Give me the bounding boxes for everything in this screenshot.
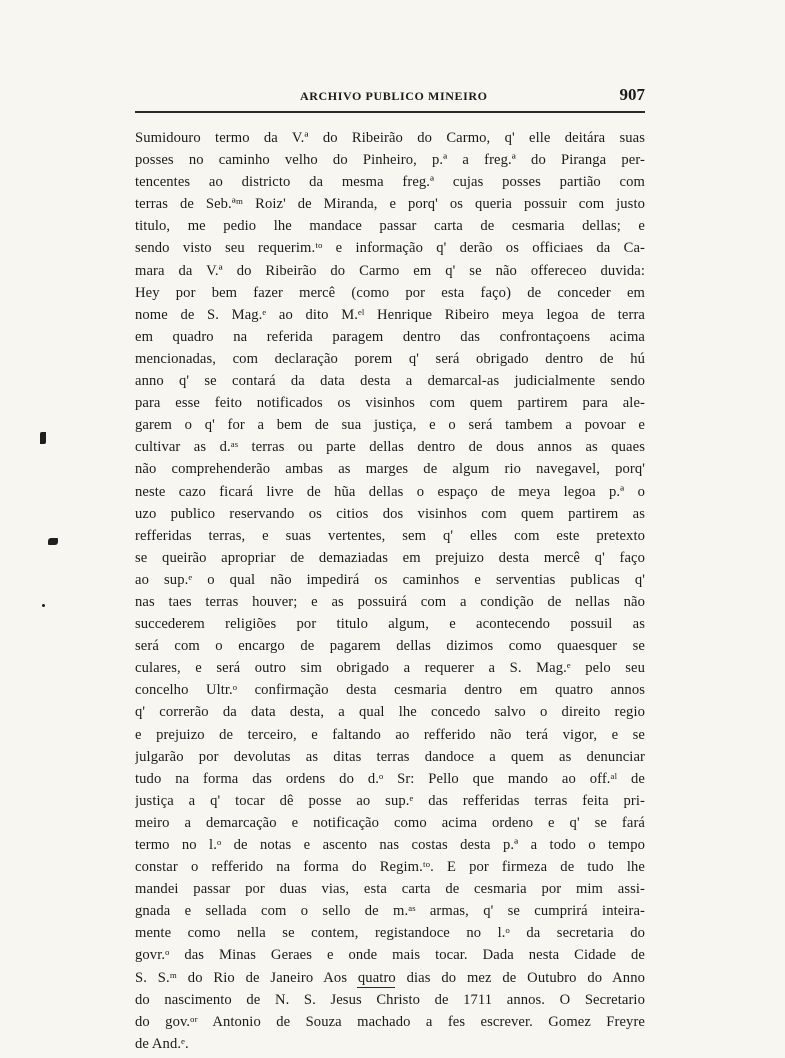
text-line: será com o encargo de pagarem dellas dizimos como quaesquer se (135, 638, 645, 655)
text-line: anno q' se contará da data desta a demarcal-as judicialmente sendo (135, 373, 645, 390)
text-line: mara da V.ª do Ribeirão do Carmo em q' se não offereceo duvida: (135, 262, 645, 279)
text-line: nome de S. Mag.ᵉ ao dito M.ᵉˡ Henrique Ribeiro meya legoa de terra (135, 306, 645, 323)
text-line: do gov.ᵒʳ Antonio de Souza machado a fes escrever. Gomez Freyre (135, 1013, 645, 1030)
text-line: q' correrão da data desta, a qual lhe concedo salvo o direito regio (135, 704, 645, 721)
text-line: refferidas terras, e suas vertentes, sem q' elles com este pretexto (135, 527, 645, 544)
text-line: garem o q' for a bem de sua justiça, e o será tambem a povoar e (135, 417, 645, 434)
text-line: tencentes ao districto da mesma freg.ª cujas posses partião com (135, 174, 645, 191)
text-line: cultivar as d.ᵃˢ terras ou parte dellas dentro de dous annos as quaes (135, 439, 645, 456)
text-line: tudo na forma das ordens do d.ᵒ Sr: Pello que mando ao off.ᵃˡ de (135, 770, 645, 787)
running-title: ARCHIVO PUBLICO MINEIRO (300, 89, 488, 103)
text-line: nas taes terras houver; e as possuirá com a condição de nellas não (135, 593, 645, 610)
text-line: julgarão por devolutas as ditas terras dandoce a quem as denunciar (135, 748, 645, 765)
text-line: justiça a q' tocar dê posse ao sup.ᵉ das refferidas terras feita pri- (135, 792, 645, 809)
text-line: para esse feito notificados os visinhos com quem partirem para ale- (135, 395, 645, 412)
body-text (135, 127, 645, 1055)
text-line: termo no l.ᵒ de notas e ascento nas costas desta p.ª a todo o tempo (135, 837, 645, 853)
text-line: neste cazo ficará livre de hũa dellas o espaço de meya legoa p.ª o (135, 483, 645, 500)
text-line: mencionadas, com declaração porem q' será obrigado dentro de hú (135, 350, 645, 367)
text-line: Hey por bem fazer mercê (como por esta faço) de conceder em (135, 284, 645, 301)
text-line: se queirão apropriar de demaziadas em prejuizo desta mercê q' faço (135, 549, 645, 566)
text-line: mandei passar por duas vias, esta carta de cesmaria por mim assi- (135, 881, 645, 898)
text-line: uzo publico reservando os citios dos visinhos com quem partirem as (135, 505, 645, 522)
text-line: Sumidouro termo da V.ª do Ribeirão do Carmo, q' elle deitára suas (135, 130, 645, 146)
text-line: meiro a demarcação e notificação como acima ordeno e q' se fará (135, 814, 645, 831)
text-line: titulo, me pedio lhe mandace passar carta de cesmaria dellas; e (135, 218, 645, 235)
text-line: mente como nella se contem, registandoce no l.ᵒ da secretaria do (135, 925, 645, 942)
closing-rule (357, 987, 395, 988)
text-line: e prejuizo de terceiro, e faltando ao refferido não terá vigor, e se (135, 726, 645, 743)
page-number: 907 (619, 85, 645, 104)
margin-ink-mark (40, 432, 46, 444)
text-line: sendo visto seu requerim.ᵗᵒ e informação q' derão os officiaes da Ca- (135, 240, 645, 257)
text-line: constar o refferido na forma do Regim.ᵗᵒ. E por firmeza de tudo lhe (135, 859, 645, 876)
page-header (130, 85, 645, 107)
text-line: ao sup.ᵉ o qual não impedirá os caminhos e serventias publicas q' (135, 571, 645, 588)
text-line: do nascimento de N. S. Jesus Christo de 1711 annos. O Secretario (135, 991, 645, 1008)
text-line: culares, e será outro sim obrigado a requerer a S. Mag.ᵉ pelo seu (135, 660, 645, 677)
margin-ink-dot (42, 604, 45, 607)
header-rule (135, 111, 645, 113)
text-line: de And.ᵉ. (135, 1035, 189, 1052)
margin-ink-mark (48, 538, 58, 545)
text-line: S. S.ᵐ do Rio de Janeiro Aos quatro dias do mez de Outubro do Anno (135, 969, 645, 986)
text-line: govr.ᵒ das Minas Geraes e onde mais tocar. Dada nesta Cidade de (135, 947, 645, 964)
text-line: terras de Seb.ªᵐ Roiz' de Miranda, e porq' os queria possuir com justo (135, 196, 645, 213)
text-line: succederem religiões por titulo algum, e acontecendo possuil as (135, 616, 645, 633)
text-line: posses no caminho velho do Pinheiro, p.ª a freg.ª do Piranga per- (135, 152, 645, 169)
text-line: gnada e sellada com o sello de m.ᵃˢ armas, q' se cumprirá inteira- (135, 903, 645, 920)
text-line: em quadro na referida paragem dentro das confrontaçoens acima (135, 328, 645, 345)
text-line: não comprehenderão ambas as marges de algum rio navegavel, porq' (135, 461, 645, 478)
text-line: concelho Ultr.ᵒ confirmação desta cesmaria dentro em quatro annos (135, 682, 645, 699)
